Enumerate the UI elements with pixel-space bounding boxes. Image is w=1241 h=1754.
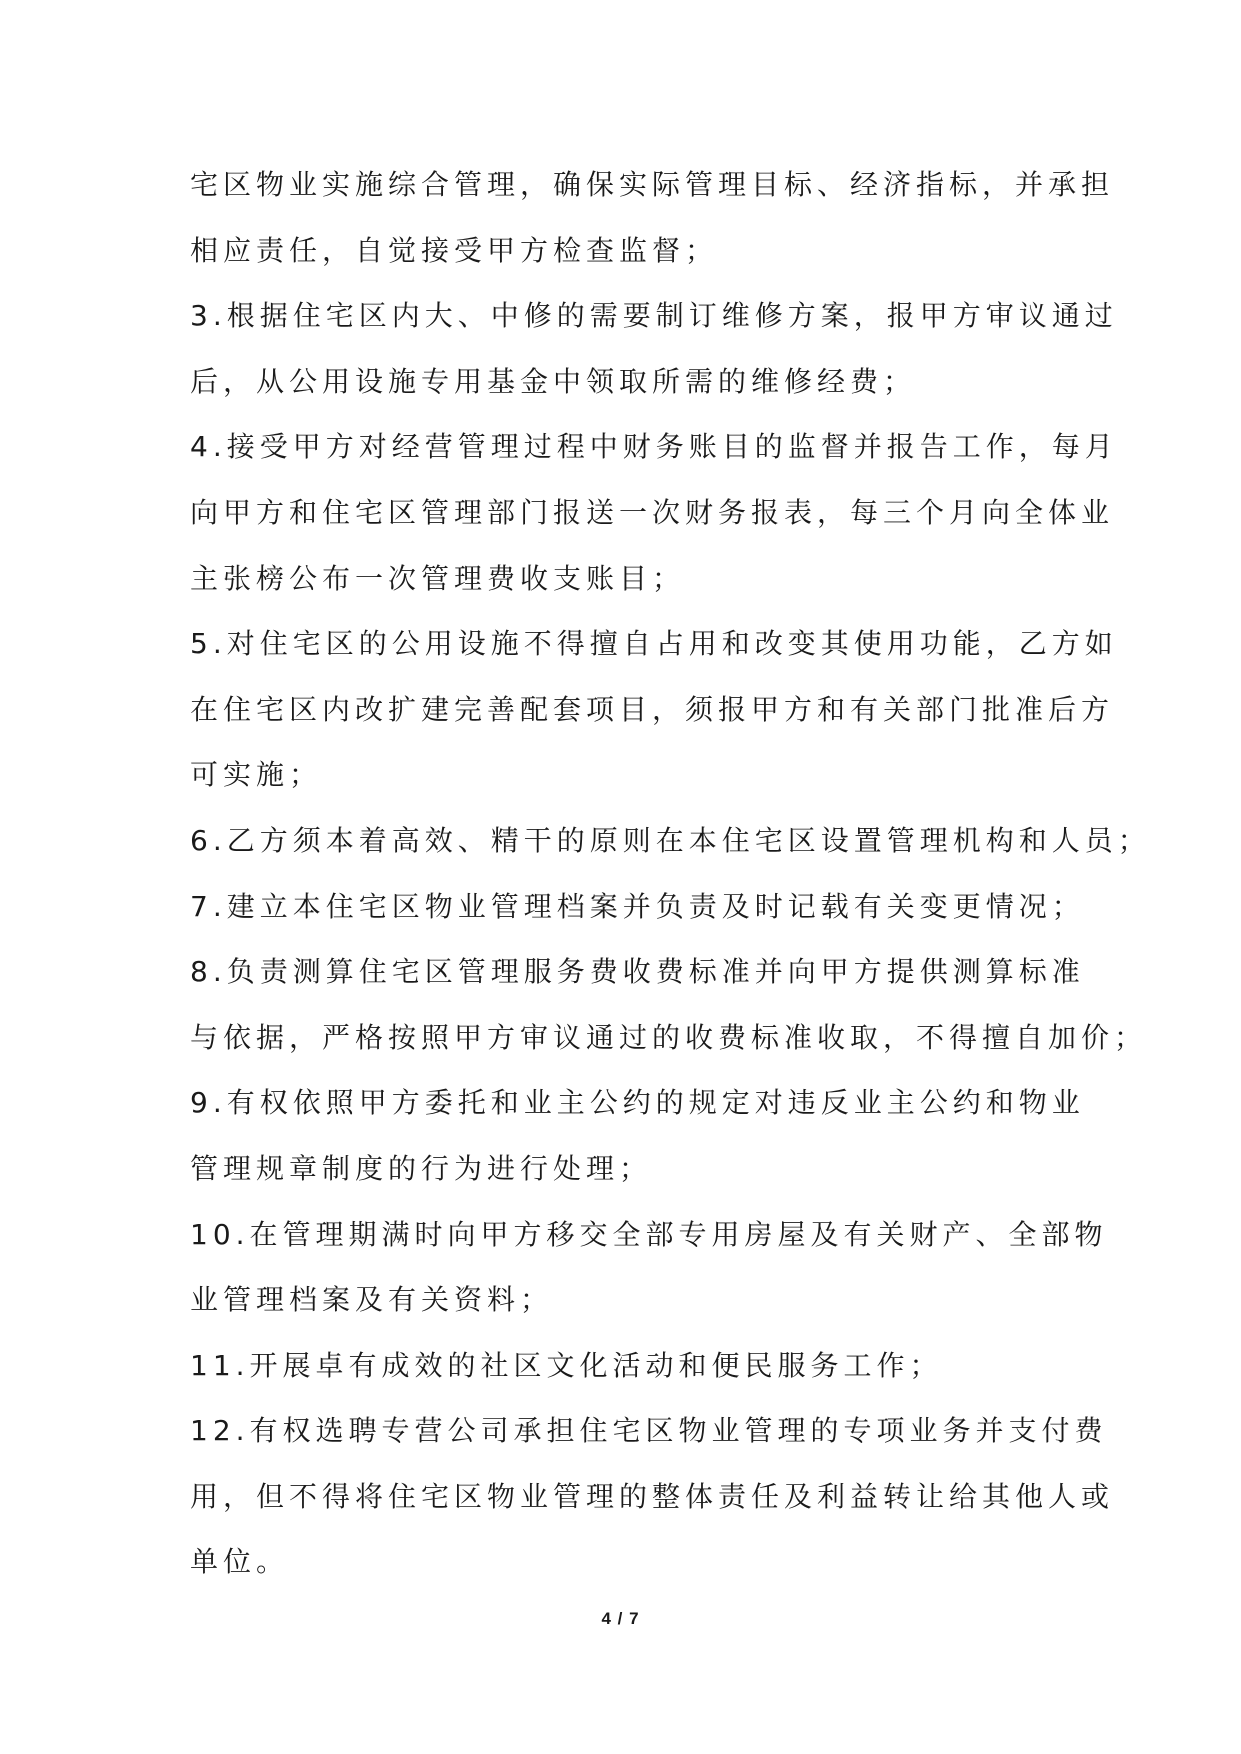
text-line: 向甲方和住宅区管理部门报送一次财务报表，每三个月向全体业 (190, 495, 1115, 529)
text-line: 9.有权依照甲方委托和业主公约的规定对违反业主公约和物业 (190, 1086, 1085, 1120)
text-line: 6.乙方须本着高效、精干的原则在本住宅区设置管理机构和人员； (190, 823, 1151, 857)
text-line: 5.对住宅区的公用设施不得擅自占用和改变其使用功能，乙方如 (190, 627, 1118, 661)
document-body (190, 152, 1151, 1595)
page-number: 4 / 7 (601, 1609, 640, 1628)
text-line: 与依据，严格按照甲方审议通过的收费标准收取，不得擅自加价； (190, 1020, 1148, 1054)
text-line: 12.有权选聘专营公司承担住宅区物业管理的专项业务并支付费 (190, 1414, 1108, 1448)
text-line: 后，从公用设施专用基金中领取所需的维修经费； (190, 364, 917, 398)
text-line: 3.根据住宅区内大、中修的需要制订维修方案，报甲方审议通过 (190, 299, 1118, 333)
text-line: 用，但不得将住宅区物业管理的整体责任及利益转让给其他人或 (190, 1479, 1115, 1513)
text-line: 8.负责测算住宅区管理服务费收费标准并向甲方提供测算标准 (190, 955, 1085, 989)
text-line: 7.建立本住宅区物业管理档案并负责及时记载有关变更情况； (190, 889, 1085, 923)
text-line: 在住宅区内改扩建完善配套项目，须报甲方和有关部门批准后方 (190, 692, 1115, 726)
text-line: 可实施； (190, 758, 323, 792)
text-line: 主张榜公布一次管理费收支账目； (190, 561, 686, 595)
text-line: 11.开展卓有成效的社区文化活动和便民服务工作； (190, 1348, 943, 1382)
text-line: 单位。 (190, 1545, 290, 1579)
text-line: 10.在管理期满时向甲方移交全部专用房屋及有关财产、全部物 (190, 1217, 1108, 1251)
text-line: 管理规章制度的行为进行处理； (190, 1151, 653, 1185)
text-line: 业管理档案及有关资料； (190, 1283, 554, 1317)
text-line: 4.接受甲方对经营管理过程中财务账目的监督并报告工作，每月 (190, 430, 1118, 464)
text-line: 相应责任，自觉接受甲方检查监督； (190, 233, 719, 267)
text-line: 宅区物业实施综合管理，确保实际管理目标、经济指标，并承担 (190, 168, 1115, 201)
